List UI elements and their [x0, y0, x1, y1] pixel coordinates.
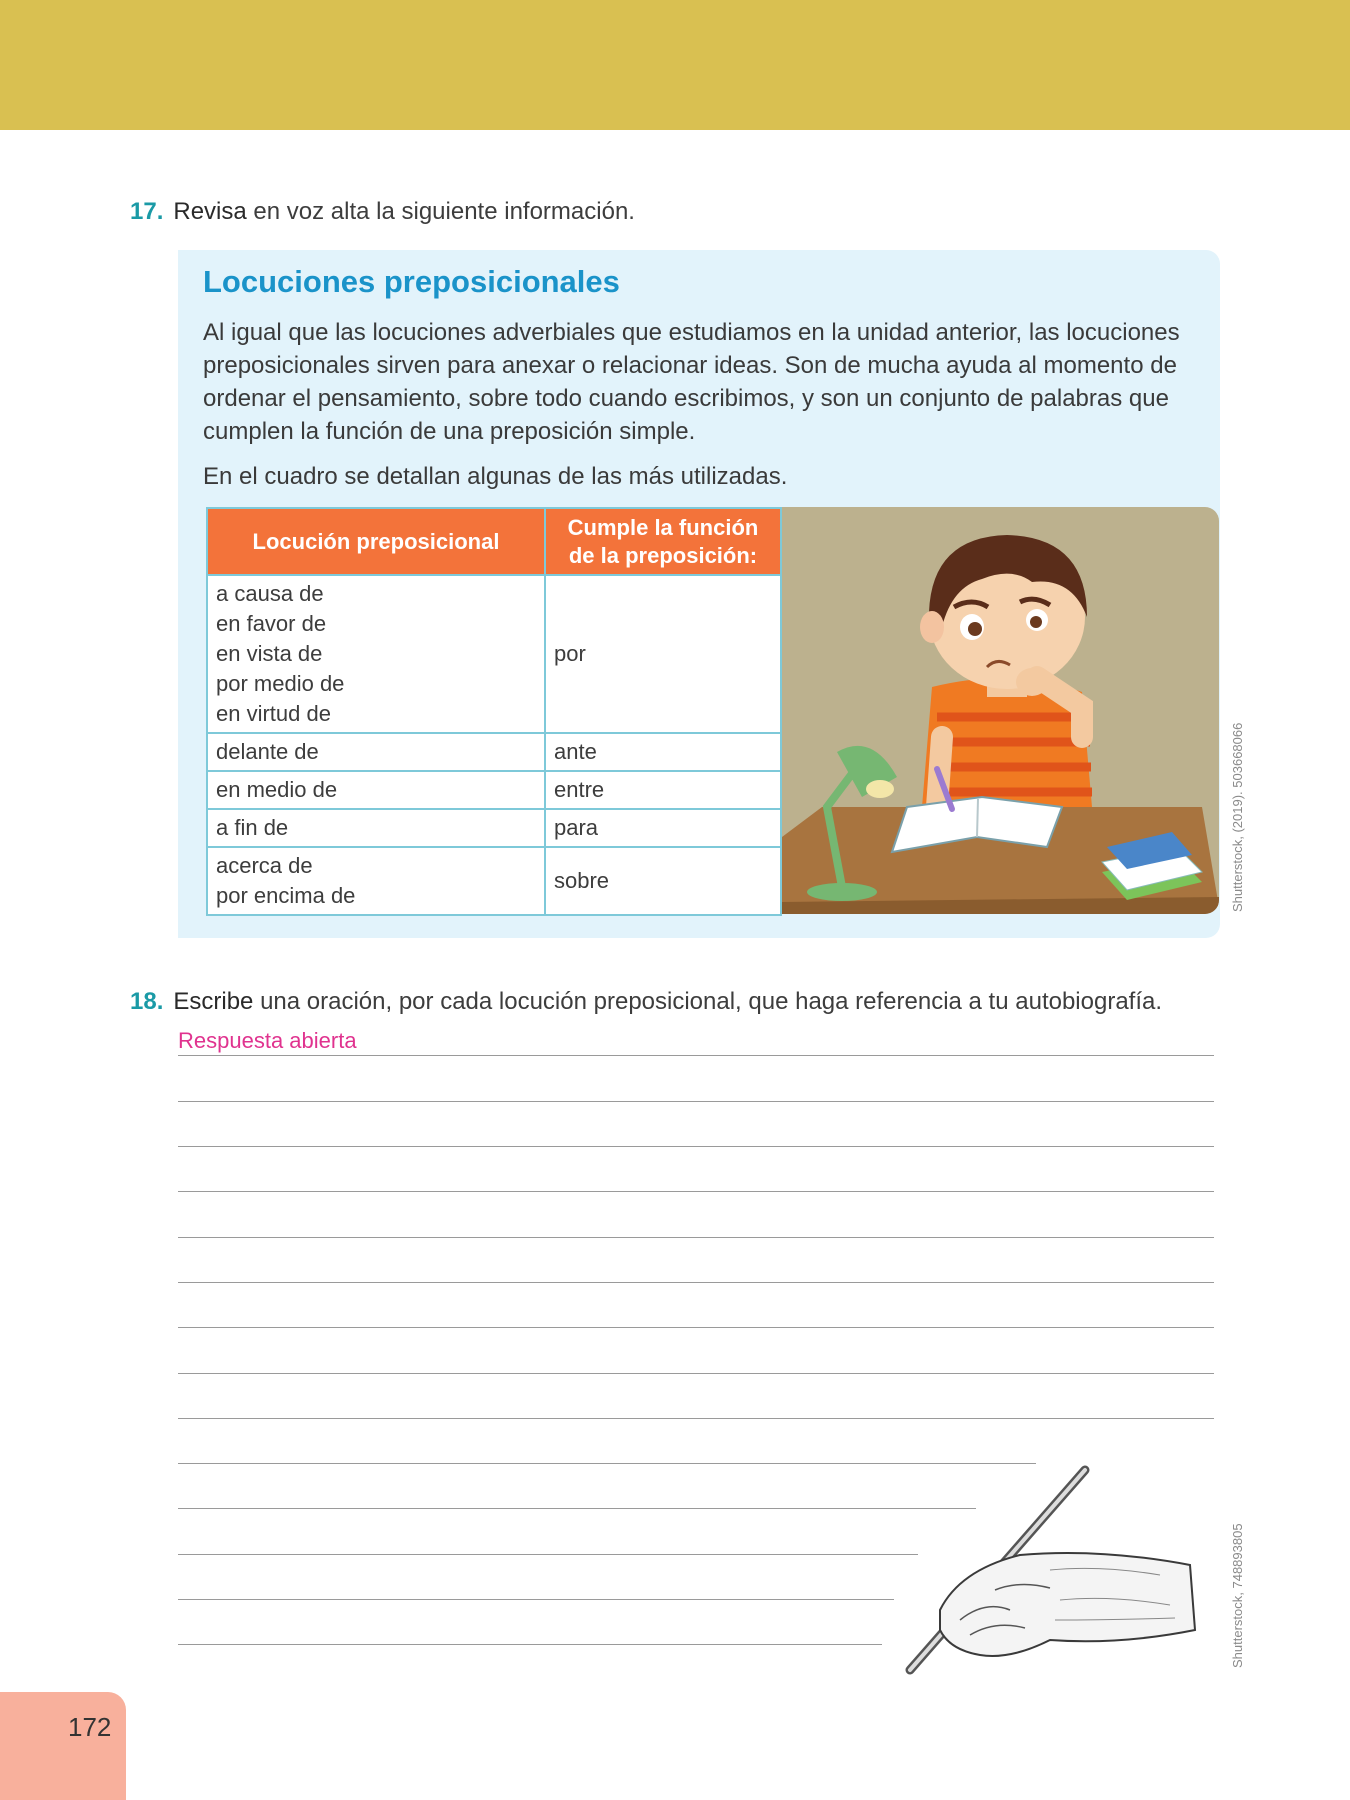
table-header-locucion: Locución preposicional — [207, 508, 545, 575]
boy-illustration-svg — [782, 507, 1219, 914]
locucion-cell — [207, 575, 545, 733]
writing-line — [178, 1237, 1214, 1238]
activity-number: 18. — [130, 988, 164, 1015]
writing-line — [178, 1055, 1214, 1056]
writing-line — [178, 1599, 894, 1600]
writing-line — [178, 1644, 882, 1645]
preposicion-cell: sobre — [545, 847, 781, 915]
writing-line — [178, 1282, 1214, 1283]
locucion: en favor de — [216, 611, 327, 636]
writing-line — [178, 1191, 1214, 1192]
writing-line — [178, 1508, 976, 1509]
writing-line — [178, 1373, 1214, 1374]
header-line: de la preposición: — [568, 542, 758, 568]
table-row — [207, 771, 781, 809]
locucion: por medio de — [216, 671, 345, 696]
top-color-band — [0, 0, 1350, 130]
table-row — [207, 847, 781, 915]
locucion-cell: delante de — [207, 733, 545, 771]
table-row — [207, 733, 781, 771]
preposicion-cell: ante — [545, 733, 781, 771]
activity-number: 17. — [130, 198, 164, 225]
image-credit: Shutterstock, 748893805 — [1230, 1523, 1245, 1668]
writing-line — [178, 1327, 1214, 1328]
image-credit: Shutterstock, (2019). 503668066 — [1230, 722, 1245, 912]
table-header-funcion — [545, 508, 781, 575]
boy-studying-illustration — [782, 507, 1219, 914]
locucion: acerca de — [216, 853, 313, 878]
locucion-cell: a fin de — [207, 809, 545, 847]
writing-line — [178, 1146, 1214, 1147]
preposicion-cell: entre — [545, 771, 781, 809]
hand-pencil-svg — [900, 1460, 1200, 1680]
header-line: Cumple la función — [567, 514, 759, 540]
locucion: en virtud de — [216, 701, 331, 726]
activity-text: una oración, por cada locución preposicional, que haga referencia a tu autobiografía. — [253, 988, 1163, 1015]
page-number-tab — [0, 1692, 126, 1800]
writing-line — [178, 1554, 918, 1555]
table-row — [207, 809, 781, 847]
page-number: 172 — [68, 1712, 112, 1742]
locucion: a causa de — [216, 581, 324, 606]
preposicion-cell: por — [545, 575, 781, 733]
table-row — [207, 575, 781, 733]
activity-verb: Escribe — [173, 988, 254, 1015]
writing-line — [178, 1101, 1214, 1102]
locucion-cell — [207, 847, 545, 915]
locucion-cell: en medio de — [207, 771, 545, 809]
hand-with-pencil-illustration — [900, 1460, 1200, 1680]
writing-line — [178, 1418, 1214, 1419]
activity-verb: Revisa — [173, 198, 247, 225]
locuciones-table — [206, 507, 782, 916]
preposicion-cell: para — [545, 809, 781, 847]
activity-18-instruction — [130, 988, 1162, 1016]
answer-text: Respuesta abierta — [178, 1028, 357, 1053]
locucion: por encima de — [216, 883, 356, 908]
activity-text: en voz alta la siguiente información. — [246, 198, 635, 225]
locucion: en vista de — [216, 641, 323, 666]
info-title: Locuciones preposicionales — [203, 264, 620, 299]
activity-17-instruction — [130, 198, 635, 226]
info-paragraph: En el cuadro se detallan algunas de las más utilizadas. — [203, 463, 788, 490]
info-paragraph: Al igual que las locuciones adverbiales que estudiamos en la unidad anterior, las locuciones preposicionales sirven para anexar o relacionar ideas. Son de mucha ayuda al momento de ordenar el pensamiento, sobre todo cuando escribimos, y son un conjunto de palabras que cumplen la función de una preposición simple. — [203, 319, 1180, 445]
